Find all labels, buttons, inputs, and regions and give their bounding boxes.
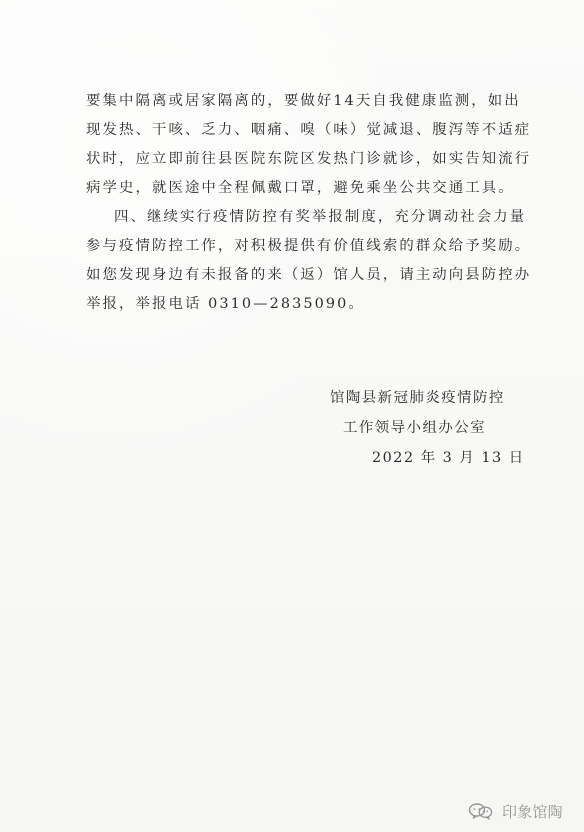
signature-date: 2022 年 3 月 13 日 [372,450,525,466]
signature-org-line-1: 馆陶县新冠肺炎疫情防控 [330,390,505,406]
body-line-5: 四、继续实行疫情防控有奖举报制度，充分调动社会力量 [114,209,527,225]
wechat-icon [468,802,494,820]
body-line-1: 要集中隔离或居家隔离的，要做好14天自我健康监测，如出 [86,93,521,109]
body-line-7: 如您发现身边有未报备的来（返）馆人员，请主动向县防控办 [86,267,532,283]
body-line-8: 举报，举报电话 0310—2835090。 [86,296,365,312]
watermark [468,800,563,822]
body-line-6: 参与疫情防控工作，对积极提供有价值线索的群众给予奖励。 [86,238,532,254]
body-line-2: 现发热、干咳、乏力、咽痛、嗅（味）觉减退、腹泻等不适症 [86,122,532,138]
watermark-text: 印象馆陶 [502,802,563,821]
body-line-3: 状时，应立即前往县医院东院区发热门诊就诊，如实告知流行 [86,151,532,167]
signature-org-line-2: 工作领导小组办公室 [343,420,487,436]
body-line-4: 病学史，就医途中全程佩戴口罩，避免乘坐公共交通工具。 [86,180,515,196]
